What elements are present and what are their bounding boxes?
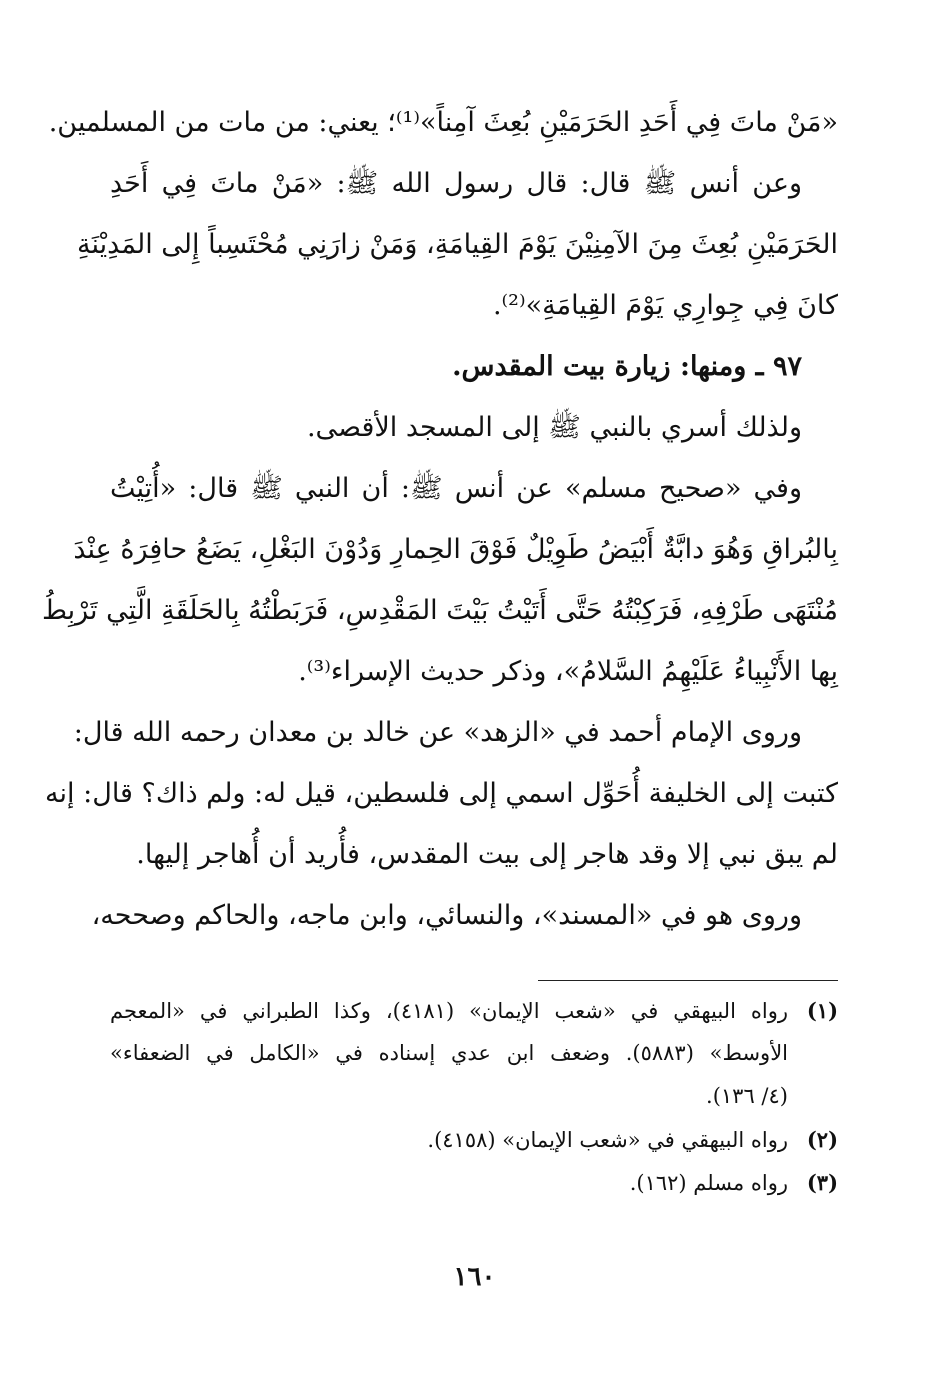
footnotes [110,989,838,1204]
footnote-1-line-1 [110,989,838,1032]
body-line: ولذلك أسري بالنبي ﷺ إلى المسجد الأقصى. [306,412,802,443]
body-line: «مَنْ ماتَ فِي أَحَدِ الحَرَمَيْنِ بُعِثَ آمِناً»⁽¹⁾؛ يعني: من مات من المسلمين. [48,107,838,138]
footnote-number: (١) [806,998,838,1023]
body-line: الحَرَمَيْنِ بُعِثَ مِنَ الآمِنِيْنَ يَوْمَ القِيامَةِ، وَمَنْ زارَنِي مُحْتَسِباً إِلى المَدِيْنَةِ [77,229,838,260]
footnote-number: (٢) [806,1127,838,1152]
footnote-2 [110,1118,838,1161]
body-line: وروى الإمام أحمد في «الزهد» عن خالد بن معدان رحمه الله قال: [73,717,802,748]
footnote-3 [110,1161,838,1204]
body-line: كانَ فِي جِوارِي يَوْمَ القِيامَةِ»⁽²⁾. [492,290,838,321]
body-line: مُنْتَهَى طَرْفِهِ، فَرَكِبْتُهُ حَتَّى أَتَيْتُ بَيْتَ المَقْدِسِ، فَرَبَطْتُهُ بِالحَلَقَةِ الَّتِي تَرْبِطُ [42,595,838,626]
footnote-divider [538,980,838,981]
section-heading: ٩٧ ـ ومنها: زيارة بيت المقدس. [452,351,802,382]
footnote-1-line-2: الأوسط» (٥٨٨٣). وضعف ابن عدي إسناده في «الكامل في الضعفاء» [110,1041,788,1065]
body-line: لم يبق نبي إلا وقد هاجر إلى بيت المقدس، فأُريد أن أُهاجر إليها. [136,839,838,870]
body-line: وعن أنس ﷺ قال: قال رسول الله ﷺ: «مَنْ ماتَ فِي أَحَدِ [110,168,802,199]
footnote-text: رواه البيهقي في «شعب الإيمان» (٤١٨١)، وكذا الطبراني في «المعجم [110,999,788,1023]
body-line: بِالبُراقِ وَهُوَ دابَّةٌ أَبْيَضُ طَوِيْلٌ فَوْقَ الحِمارِ وَدُوْنَ البَغْلِ، يَضَعُ حافِرَهُ عِنْدَ [73,534,838,565]
footnote-text: رواه مسلم (١٦٢). [629,1171,788,1195]
body-line: كتبت إلى الخليفة أُحَوِّل اسمي إلى فلسطين، قيل له: ولم ذاك؟ قال: إنه [45,778,838,809]
body-line: بِها الأَنْبِياءُ عَلَيْهِمُ السَّلامُ»، وذكر حديث الإسراء⁽³⁾. [298,656,838,687]
page-body [42,92,838,1204]
body-line: وروى هو في «المسند»، والنسائي، وابن ماجه، والحاكم وصححه، [91,900,802,931]
page-number: ١٦٠ [453,1262,496,1292]
body-line: وفي «صحيح مسلم» عن أنس ﷺ: أن النبي ﷺ قال: «أُتِيْتُ [110,473,802,504]
footnote-text: رواه البيهقي في «شعب الإيمان» (٤١٥٨). [427,1128,788,1152]
footnote-1-line-3: (٤/ ١٣٦). [706,1084,788,1108]
footnote-number: (٣) [806,1170,838,1195]
